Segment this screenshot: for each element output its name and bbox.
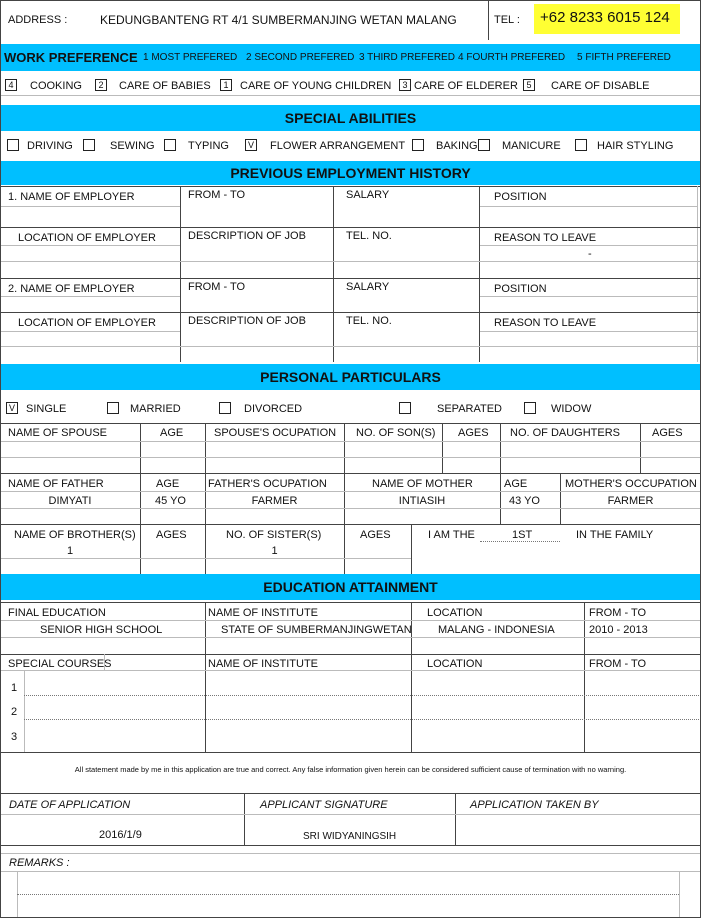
divider xyxy=(0,95,701,96)
daughters-label: NO. OF DAUGHTERS xyxy=(510,427,621,439)
ability-label: DRIVING xyxy=(27,140,73,152)
employer-name-label: 2. NAME OF EMPLOYER xyxy=(8,283,135,295)
divider xyxy=(480,296,697,297)
pref-level-2: 2 SECOND PREFERED xyxy=(246,52,355,63)
ability-label: BAKING xyxy=(436,140,478,152)
course-from-to-label: FROM - TO xyxy=(589,658,647,670)
ability-label: SEWING xyxy=(110,140,155,152)
mother-name-label: NAME OF MOTHER xyxy=(372,478,473,490)
status-checkbox[interactable]: V xyxy=(6,402,18,414)
ability-checkbox[interactable]: V xyxy=(245,139,257,151)
salary-label: SALARY xyxy=(346,281,390,293)
pref-rank-box[interactable]: 1 xyxy=(220,79,232,91)
tel-no-label: TEL. NO. xyxy=(346,315,392,327)
address-label: ADDRESS : xyxy=(8,14,68,26)
status-label: SEPARATED xyxy=(437,403,502,415)
employer-name-label: 1. NAME OF EMPLOYER xyxy=(8,191,135,203)
institute-label: NAME OF INSTITUTE xyxy=(208,607,318,619)
divider xyxy=(455,793,456,845)
brothers-value[interactable]: 1 xyxy=(66,545,74,557)
divider xyxy=(344,423,345,473)
reason-label: REASON TO LEAVE xyxy=(494,317,597,329)
divider xyxy=(479,186,480,362)
education-title: EDUCATION ATTAINMENT xyxy=(263,579,438,595)
divider xyxy=(0,296,180,297)
divider xyxy=(0,752,701,753)
ability-label: HAIR STYLING xyxy=(597,140,674,152)
divider xyxy=(500,423,501,473)
from-to-label: FROM - TO xyxy=(188,281,246,293)
tel-no-label: TEL. NO. xyxy=(346,230,392,242)
course-row-number: 3 xyxy=(11,731,18,743)
remarks-label: REMARKS : xyxy=(9,857,70,869)
mother-occupation-value[interactable]: FARMER xyxy=(607,495,654,507)
reason-label: REASON TO LEAVE xyxy=(494,232,597,244)
course-row-number: 2 xyxy=(11,706,18,718)
pref-rank-box[interactable]: 5 xyxy=(523,79,535,91)
ability-checkbox[interactable] xyxy=(164,139,176,151)
divider xyxy=(0,602,701,603)
reason-value: - xyxy=(588,248,592,260)
ability-checkbox[interactable] xyxy=(83,139,95,151)
date-label: DATE OF APPLICATION xyxy=(9,799,131,811)
ability-label: TYPING xyxy=(188,140,229,152)
divider xyxy=(0,457,701,458)
disclaimer-text: All statement made by me in this application are true and correct. Any false information given herein can be considered sufficient cause of termination with no warning. xyxy=(74,765,627,774)
status-label: MARRIED xyxy=(130,403,181,415)
pref-level-4: 4 FOURTH PREFERED xyxy=(458,52,566,63)
spouse-occupation-label: SPOUSE'S OCUPATION xyxy=(214,427,337,439)
location-label: LOCATION xyxy=(427,607,483,619)
top-border xyxy=(0,0,701,1)
divider xyxy=(180,186,181,362)
divider xyxy=(500,473,501,524)
status-label: WIDOW xyxy=(551,403,592,415)
pref-level-5: 5 FIFTH PREFERED xyxy=(577,52,671,63)
divider xyxy=(480,206,697,207)
birth-order-value[interactable]: 1ST xyxy=(512,529,533,541)
divider xyxy=(140,423,141,473)
ability-checkbox[interactable] xyxy=(7,139,19,151)
location-label: LOCATION OF EMPLOYER xyxy=(18,317,156,329)
divider xyxy=(0,441,701,442)
divider xyxy=(0,245,180,246)
father-occupation-value[interactable]: FARMER xyxy=(251,495,298,507)
divider xyxy=(0,524,701,525)
brothers-label: NAME OF BROTHER(S) xyxy=(14,529,136,541)
divider xyxy=(140,524,141,574)
description-label: DESCRIPTION OF JOB xyxy=(188,230,306,242)
father-occupation-label: FATHER'S OCUPATION xyxy=(208,478,327,490)
pref-item-label: CARE OF YOUNG CHILDREN xyxy=(240,80,392,92)
taken-by-label: APPLICATION TAKEN BY xyxy=(470,799,599,811)
status-checkbox[interactable] xyxy=(399,402,411,414)
divider xyxy=(411,524,412,574)
pref-rank-box[interactable]: 3 xyxy=(399,79,411,91)
ability-checkbox[interactable] xyxy=(478,139,490,151)
tel-label: TEL : xyxy=(494,14,520,26)
divider xyxy=(0,206,180,207)
from-to-value[interactable]: 2010 - 2013 xyxy=(589,624,648,636)
father-name-label: NAME OF FATHER xyxy=(8,478,104,490)
pref-rank-box[interactable]: 4 xyxy=(5,79,17,91)
divider xyxy=(0,871,701,872)
daughters-ages-label: AGES xyxy=(652,427,683,439)
signature-label: APPLICANT SIGNATURE xyxy=(260,799,388,811)
date-value[interactable]: 2016/1/9 xyxy=(99,829,142,841)
birth-order-underline xyxy=(480,541,560,542)
ability-label: MANICURE xyxy=(502,140,561,152)
left-border xyxy=(0,0,1,918)
divider xyxy=(488,0,489,40)
divider xyxy=(0,670,701,671)
pref-item-label: CARE OF ELDERER xyxy=(414,80,518,92)
description-label: DESCRIPTION OF JOB xyxy=(188,315,306,327)
pref-item-label: COOKING xyxy=(30,80,82,92)
divider xyxy=(0,491,701,492)
location-value[interactable]: MALANG - INDONESIA xyxy=(438,624,555,636)
course-location-label: LOCATION xyxy=(427,658,483,670)
divider xyxy=(0,558,411,559)
course-row-number: 1 xyxy=(11,682,18,694)
divider xyxy=(640,423,641,473)
sisters-label: NO. OF SISTER(S) xyxy=(226,529,322,541)
mother-age-label: AGE xyxy=(504,478,528,490)
mother-occupation-label: MOTHER'S OCCUPATION xyxy=(565,478,697,490)
divider xyxy=(0,278,701,279)
sons-label: NO. OF SON(S) xyxy=(356,427,436,439)
special-abilities-title: SPECIAL ABILITIES xyxy=(284,110,417,126)
divider xyxy=(17,894,679,895)
divider xyxy=(0,637,701,638)
institute-value[interactable]: STATE OF SUMBERMANJINGWETAN xyxy=(221,624,412,636)
pref-rank-box[interactable]: 2 xyxy=(95,79,107,91)
divider xyxy=(480,245,697,246)
divider xyxy=(205,602,206,752)
divider xyxy=(0,473,701,474)
divider xyxy=(0,654,701,655)
divider xyxy=(0,423,701,424)
divider xyxy=(0,814,701,815)
divider xyxy=(0,331,180,332)
spouse-name-label: NAME OF SPOUSE xyxy=(8,427,108,439)
divider xyxy=(0,261,701,262)
divider xyxy=(0,845,701,846)
father-age-value[interactable]: 45 YO xyxy=(155,495,186,507)
sons-ages-label: AGES xyxy=(458,427,489,439)
course-institute-label: NAME OF INSTITUTE xyxy=(208,658,318,670)
position-label: POSITION xyxy=(494,283,547,295)
spouse-age-label: AGE xyxy=(160,427,184,439)
special-courses-label: SPECIAL COURSES xyxy=(8,658,112,670)
address-value[interactable]: KEDUNGBANTENG RT 4/1 SUMBERMANJING WETAN MALANG xyxy=(100,13,457,27)
location-label: LOCATION OF EMPLOYER xyxy=(18,232,156,244)
tel-value[interactable]: +62 8233 6015 124 xyxy=(540,9,670,26)
pref-item-label: CARE OF BABIES xyxy=(119,80,211,92)
position-label: POSITION xyxy=(494,191,547,203)
in-family-label: IN THE FAMILY xyxy=(576,529,654,541)
divider xyxy=(344,524,345,574)
personal-title: PERSONAL PARTICULARS xyxy=(260,369,441,385)
brothers-ages-label: AGES xyxy=(156,529,187,541)
bottom-border xyxy=(0,917,701,918)
divider xyxy=(442,423,443,473)
from-to-label: FROM - TO xyxy=(188,189,246,201)
status-checkbox[interactable] xyxy=(219,402,231,414)
father-name-value[interactable]: DIMYATI xyxy=(48,495,92,507)
divider xyxy=(0,853,701,854)
divider xyxy=(24,719,701,720)
status-checkbox[interactable] xyxy=(524,402,536,414)
work-preference-title: WORK PREFERENCE xyxy=(4,50,138,65)
salary-label: SALARY xyxy=(346,189,390,201)
final-education-label: FINAL EDUCATION xyxy=(8,607,106,619)
divider xyxy=(104,654,105,670)
divider xyxy=(0,186,701,187)
mother-age-value[interactable]: 43 YO xyxy=(509,495,540,507)
divider xyxy=(205,423,206,473)
divider xyxy=(0,312,701,313)
divider xyxy=(0,508,701,509)
divider xyxy=(679,871,680,917)
status-label: SINGLE xyxy=(26,403,67,415)
mother-name-value[interactable]: INTIASIH xyxy=(398,495,446,507)
divider xyxy=(0,227,701,228)
divider xyxy=(0,620,701,621)
pref-item-label: CARE OF DISABLE xyxy=(551,80,650,92)
from-to-label: FROM - TO xyxy=(589,607,647,619)
ability-checkbox[interactable] xyxy=(575,139,587,151)
sisters-value[interactable]: 1 xyxy=(271,545,278,557)
divider xyxy=(0,346,701,347)
ability-label: FLOWER ARRANGEMENT xyxy=(270,140,406,152)
divider xyxy=(244,793,245,845)
divider xyxy=(333,186,334,362)
divider xyxy=(24,670,25,752)
divider xyxy=(140,473,141,524)
ability-checkbox[interactable] xyxy=(412,139,424,151)
divider xyxy=(584,602,585,752)
employment-title: PREVIOUS EMPLOYMENT HISTORY xyxy=(230,165,471,181)
divider xyxy=(0,793,701,794)
status-checkbox[interactable] xyxy=(107,402,119,414)
divider xyxy=(480,331,697,332)
pref-level-3: 3 THIRD PREFERED xyxy=(359,52,455,63)
i-am-the-label: I AM THE xyxy=(428,529,475,541)
divider xyxy=(24,695,701,696)
pref-level-1: 1 MOST PREFERED xyxy=(143,52,238,63)
status-label: DIVORCED xyxy=(244,403,303,415)
final-education-value[interactable]: SENIOR HIGH SCHOOL xyxy=(40,624,163,636)
father-age-label: AGE xyxy=(156,478,180,490)
divider xyxy=(697,186,698,362)
sisters-ages-label: AGES xyxy=(360,529,391,541)
signature-value[interactable]: SRI WIDYANINGSIH xyxy=(303,831,397,842)
